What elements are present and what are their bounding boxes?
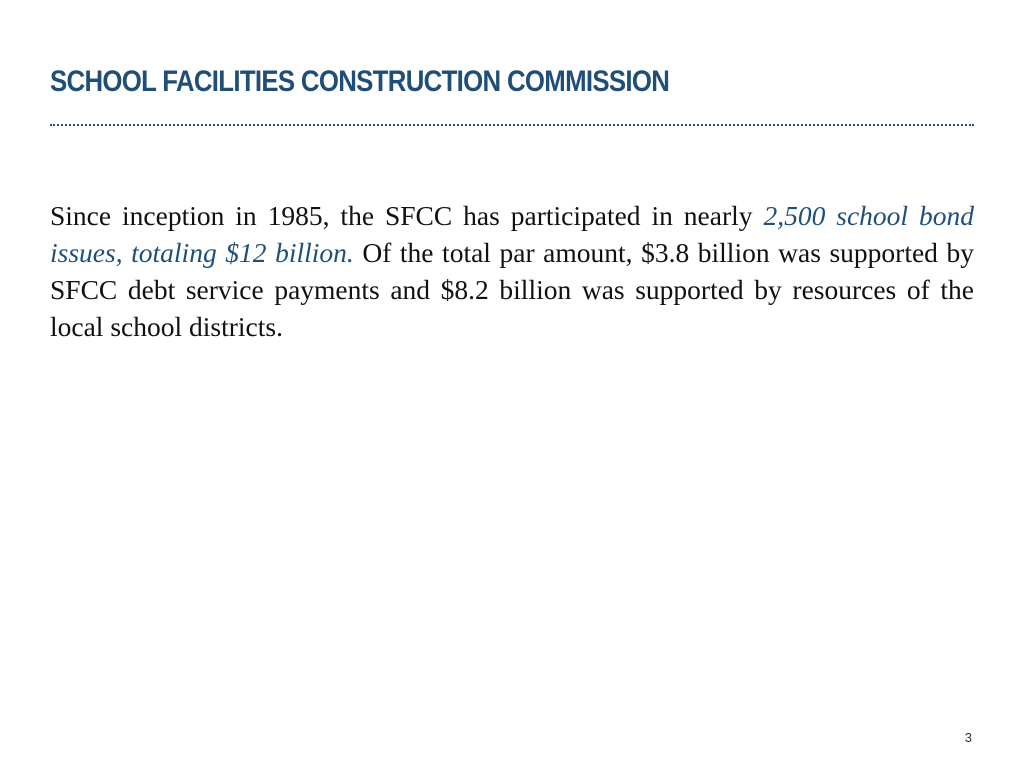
body-intro-text: Since inception in 1985, the SFCC has participated in nearly — [50, 200, 764, 231]
body-highlight-text: 2,500 school bond issues, totaling $12 billion. — [50, 200, 974, 268]
slide-title: SCHOOL FACILITIES CONSTRUCTION COMMISSION — [50, 65, 670, 98]
page-number: 3 — [964, 730, 972, 745]
title-divider — [50, 124, 974, 126]
body-paragraph — [50, 197, 974, 345]
body-rest-text: Of the total par amount, $3.8 billion was supported by SFCC debt service payments and $8.2 billion was supported by resources of the local school districts. — [50, 237, 974, 342]
